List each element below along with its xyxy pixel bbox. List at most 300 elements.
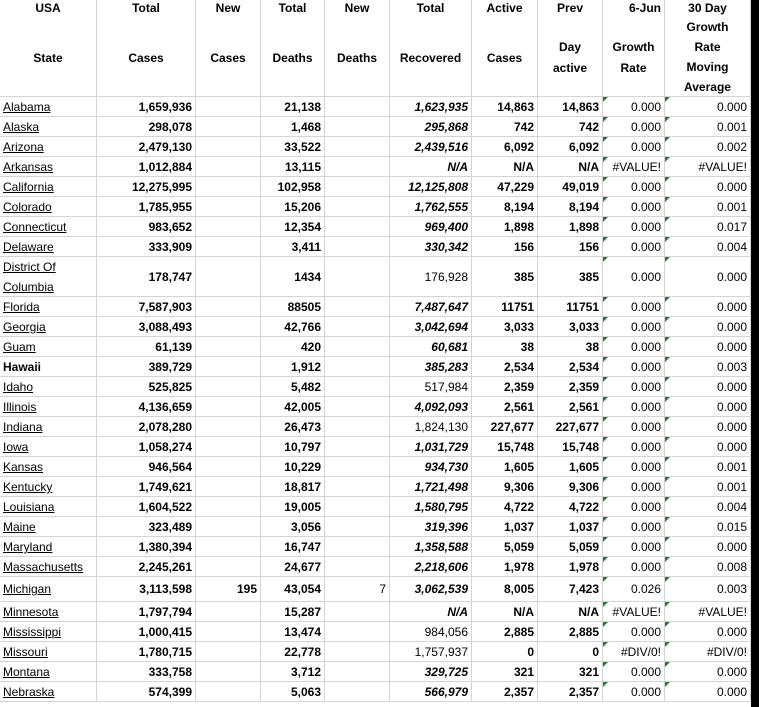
cell-active[interactable]: 38 xyxy=(472,337,538,357)
cell-total-deaths[interactable]: 24,677 xyxy=(261,557,325,577)
cell-avg[interactable]: 0.000 xyxy=(665,97,751,117)
cell-new-cases[interactable] xyxy=(196,357,261,377)
cell-new-deaths[interactable] xyxy=(325,437,390,457)
cell-total-cases[interactable]: 12,275,995 xyxy=(97,177,196,197)
cell-avg[interactable]: 0.000 xyxy=(665,437,751,457)
cell-active[interactable]: 1,037 xyxy=(472,517,538,537)
cell-total-deaths[interactable]: 12,354 xyxy=(261,217,325,237)
cell-recovered[interactable]: 1,721,498 xyxy=(390,477,472,497)
cell-total-deaths[interactable]: 19,005 xyxy=(261,497,325,517)
cell-recovered[interactable]: 319,396 xyxy=(390,517,472,537)
cell-avg[interactable]: #VALUE! xyxy=(665,602,751,622)
cell-avg[interactable]: 0.000 xyxy=(665,537,751,557)
cell-avg[interactable]: 0.000 xyxy=(665,337,751,357)
cell-new-deaths[interactable] xyxy=(325,517,390,537)
cell-growth[interactable]: 0.000 xyxy=(603,257,665,297)
cell-total-cases[interactable]: 2,479,130 xyxy=(97,137,196,157)
cell-active[interactable]: 0 xyxy=(472,642,538,662)
cell-avg[interactable]: 0.001 xyxy=(665,117,751,137)
cell-avg[interactable]: 0.001 xyxy=(665,457,751,477)
cell-growth[interactable]: 0.000 xyxy=(603,537,665,557)
cell-active[interactable]: 1,605 xyxy=(472,457,538,477)
state-name-cell[interactable]: Montana xyxy=(0,662,97,682)
cell-recovered[interactable]: 1,623,935 xyxy=(390,97,472,117)
cell-new-cases[interactable] xyxy=(196,177,261,197)
cell-new-cases[interactable] xyxy=(196,217,261,237)
cell-new-cases[interactable] xyxy=(196,457,261,477)
cell-prev-active[interactable]: 1,037 xyxy=(538,517,603,537)
cell-total-deaths[interactable]: 10,229 xyxy=(261,457,325,477)
col-usa-header[interactable] xyxy=(0,0,97,97)
cell-total-deaths[interactable]: 1,912 xyxy=(261,357,325,377)
cell-avg[interactable]: 0.000 xyxy=(665,377,751,397)
cell-active[interactable]: 3,033 xyxy=(472,317,538,337)
cell-growth[interactable]: 0.000 xyxy=(603,357,665,377)
cell-total-cases[interactable]: 4,136,659 xyxy=(97,397,196,417)
cell-total-cases[interactable]: 61,139 xyxy=(97,337,196,357)
cell-recovered[interactable]: 1,580,795 xyxy=(390,497,472,517)
cell-recovered[interactable]: 60,681 xyxy=(390,337,472,357)
state-name-cell[interactable]: Florida xyxy=(0,297,97,317)
cell-total-deaths[interactable]: 33,522 xyxy=(261,137,325,157)
cell-total-deaths[interactable]: 88505 xyxy=(261,297,325,317)
cell-new-cases[interactable]: 195 xyxy=(196,577,261,602)
cell-growth[interactable]: 0.000 xyxy=(603,377,665,397)
cell-avg[interactable]: 0.004 xyxy=(665,237,751,257)
cell-active[interactable]: 11751 xyxy=(472,297,538,317)
cell-avg[interactable]: 0.000 xyxy=(665,257,751,297)
cell-total-cases[interactable]: 178,747 xyxy=(97,257,196,297)
cell-prev-active[interactable]: 2,885 xyxy=(538,622,603,642)
cell-prev-active[interactable]: 2,357 xyxy=(538,682,603,702)
cell-new-cases[interactable] xyxy=(196,602,261,622)
cell-new-deaths[interactable] xyxy=(325,662,390,682)
cell-total-deaths[interactable]: 42,005 xyxy=(261,397,325,417)
state-name-cell[interactable]: Maryland xyxy=(0,537,97,557)
cell-total-deaths[interactable]: 3,411 xyxy=(261,237,325,257)
cell-recovered[interactable]: 329,725 xyxy=(390,662,472,682)
cell-growth[interactable]: 0.000 xyxy=(603,317,665,337)
state-name-cell[interactable]: Iowa xyxy=(0,437,97,457)
cell-new-deaths[interactable] xyxy=(325,317,390,337)
col-new-deaths-header[interactable] xyxy=(325,0,390,97)
cell-recovered[interactable]: 12,125,808 xyxy=(390,177,472,197)
cell-total-deaths[interactable]: 10,797 xyxy=(261,437,325,457)
cell-growth[interactable]: 0.000 xyxy=(603,117,665,137)
cell-new-cases[interactable] xyxy=(196,157,261,177)
cell-prev-active[interactable]: 15,748 xyxy=(538,437,603,457)
cell-new-deaths[interactable] xyxy=(325,682,390,702)
state-name-cell[interactable]: Missouri xyxy=(0,642,97,662)
cell-total-cases[interactable]: 1,058,274 xyxy=(97,437,196,457)
cell-active[interactable]: 8,005 xyxy=(472,577,538,602)
cell-new-cases[interactable] xyxy=(196,497,261,517)
cell-growth[interactable]: #VALUE! xyxy=(603,157,665,177)
cell-new-deaths[interactable] xyxy=(325,177,390,197)
cell-new-cases[interactable] xyxy=(196,437,261,457)
cell-avg[interactable]: 0.000 xyxy=(665,622,751,642)
cell-total-deaths[interactable]: 3,712 xyxy=(261,662,325,682)
cell-prev-active[interactable]: 6,092 xyxy=(538,137,603,157)
cell-total-cases[interactable]: 946,564 xyxy=(97,457,196,477)
cell-new-cases[interactable] xyxy=(196,317,261,337)
cell-total-deaths[interactable]: 13,115 xyxy=(261,157,325,177)
cell-active[interactable]: 47,229 xyxy=(472,177,538,197)
cell-new-deaths[interactable] xyxy=(325,497,390,517)
cell-new-cases[interactable] xyxy=(196,662,261,682)
cell-new-cases[interactable] xyxy=(196,642,261,662)
col-active-cases-header[interactable] xyxy=(472,0,538,97)
cell-prev-active[interactable]: 2,534 xyxy=(538,357,603,377)
cell-new-cases[interactable] xyxy=(196,517,261,537)
cell-total-cases[interactable]: 1,604,522 xyxy=(97,497,196,517)
cell-prev-active[interactable]: 1,978 xyxy=(538,557,603,577)
cell-new-deaths[interactable] xyxy=(325,257,390,297)
state-name-cell[interactable]: Nebraska xyxy=(0,682,97,702)
cell-new-cases[interactable] xyxy=(196,417,261,437)
cell-prev-active[interactable]: 1,605 xyxy=(538,457,603,477)
cell-new-deaths[interactable] xyxy=(325,157,390,177)
col-30day-avg-header[interactable] xyxy=(665,0,751,97)
cell-active[interactable]: 2,885 xyxy=(472,622,538,642)
col-total-cases-header[interactable] xyxy=(97,0,196,97)
cell-new-deaths[interactable] xyxy=(325,137,390,157)
state-name-cell[interactable]: Minnesota xyxy=(0,602,97,622)
cell-growth[interactable]: 0.000 xyxy=(603,297,665,317)
cell-total-deaths[interactable]: 5,482 xyxy=(261,377,325,397)
cell-new-cases[interactable] xyxy=(196,237,261,257)
cell-total-cases[interactable]: 983,652 xyxy=(97,217,196,237)
cell-recovered[interactable]: 176,928 xyxy=(390,257,472,297)
cell-total-cases[interactable]: 7,587,903 xyxy=(97,297,196,317)
cell-new-cases[interactable] xyxy=(196,197,261,217)
cell-total-cases[interactable]: 323,489 xyxy=(97,517,196,537)
cell-total-deaths[interactable]: 1434 xyxy=(261,257,325,297)
cell-avg[interactable]: 0.001 xyxy=(665,197,751,217)
cell-new-cases[interactable] xyxy=(196,97,261,117)
cell-new-deaths[interactable] xyxy=(325,417,390,437)
cell-total-cases[interactable]: 1,785,955 xyxy=(97,197,196,217)
cell-growth[interactable]: #VALUE! xyxy=(603,602,665,622)
cell-active[interactable]: 156 xyxy=(472,237,538,257)
cell-prev-active[interactable]: 385 xyxy=(538,257,603,297)
cell-active[interactable]: 2,534 xyxy=(472,357,538,377)
cell-active[interactable]: 1,898 xyxy=(472,217,538,237)
state-name-cell[interactable] xyxy=(0,257,97,297)
cell-new-cases[interactable] xyxy=(196,137,261,157)
state-name-cell[interactable]: Connecticut xyxy=(0,217,97,237)
cell-new-deaths[interactable] xyxy=(325,477,390,497)
cell-active[interactable]: 15,748 xyxy=(472,437,538,457)
cell-recovered[interactable]: 295,868 xyxy=(390,117,472,137)
cell-total-cases[interactable]: 2,078,280 xyxy=(97,417,196,437)
cell-new-cases[interactable] xyxy=(196,377,261,397)
state-name-cell[interactable]: Arkansas xyxy=(0,157,97,177)
cell-new-deaths[interactable] xyxy=(325,377,390,397)
cell-growth[interactable]: 0.000 xyxy=(603,417,665,437)
cell-avg[interactable]: 0.000 xyxy=(665,682,751,702)
cell-total-cases[interactable]: 1,780,715 xyxy=(97,642,196,662)
cell-recovered[interactable]: 1,757,937 xyxy=(390,642,472,662)
cell-recovered[interactable]: 3,062,539 xyxy=(390,577,472,602)
state-name-cell[interactable]: Alaska xyxy=(0,117,97,137)
cell-avg[interactable]: 0.000 xyxy=(665,177,751,197)
col-new-cases-header[interactable] xyxy=(196,0,261,97)
cell-new-cases[interactable] xyxy=(196,337,261,357)
state-name-cell[interactable]: Mississippi xyxy=(0,622,97,642)
cell-growth[interactable]: 0.000 xyxy=(603,97,665,117)
cell-growth[interactable]: 0.000 xyxy=(603,337,665,357)
cell-active[interactable]: N/A xyxy=(472,602,538,622)
cell-active[interactable]: 2,359 xyxy=(472,377,538,397)
cell-prev-active[interactable]: 5,059 xyxy=(538,537,603,557)
state-name-cell[interactable]: Indiana xyxy=(0,417,97,437)
cell-total-deaths[interactable]: 15,287 xyxy=(261,602,325,622)
cell-total-deaths[interactable]: 26,473 xyxy=(261,417,325,437)
cell-active[interactable]: 5,059 xyxy=(472,537,538,557)
cell-prev-active[interactable]: 2,561 xyxy=(538,397,603,417)
cell-prev-active[interactable]: 7,423 xyxy=(538,577,603,602)
cell-growth[interactable]: 0.000 xyxy=(603,557,665,577)
cell-total-deaths[interactable]: 102,958 xyxy=(261,177,325,197)
cell-growth[interactable]: 0.000 xyxy=(603,437,665,457)
cell-active[interactable]: 742 xyxy=(472,117,538,137)
cell-recovered[interactable]: N/A xyxy=(390,602,472,622)
cell-avg[interactable]: 0.000 xyxy=(665,397,751,417)
state-name-cell[interactable]: Georgia xyxy=(0,317,97,337)
cell-total-deaths[interactable]: 16,747 xyxy=(261,537,325,557)
cell-total-deaths[interactable]: 5,063 xyxy=(261,682,325,702)
cell-recovered[interactable]: 1,824,130 xyxy=(390,417,472,437)
cell-prev-active[interactable]: 3,033 xyxy=(538,317,603,337)
cell-growth[interactable]: #DIV/0! xyxy=(603,642,665,662)
cell-new-cases[interactable] xyxy=(196,397,261,417)
cell-growth[interactable]: 0.000 xyxy=(603,477,665,497)
cell-active[interactable]: N/A xyxy=(472,157,538,177)
cell-active[interactable]: 2,357 xyxy=(472,682,538,702)
cell-new-deaths[interactable] xyxy=(325,217,390,237)
cell-growth[interactable]: 0.000 xyxy=(603,622,665,642)
cell-avg[interactable]: 0.003 xyxy=(665,357,751,377)
cell-new-deaths[interactable] xyxy=(325,237,390,257)
col-prev-day-active-header[interactable] xyxy=(538,0,603,97)
cell-avg[interactable]: 0.015 xyxy=(665,517,751,537)
cell-new-deaths[interactable] xyxy=(325,397,390,417)
cell-new-deaths[interactable] xyxy=(325,457,390,477)
cell-recovered[interactable]: 566,979 xyxy=(390,682,472,702)
cell-avg[interactable]: #VALUE! xyxy=(665,157,751,177)
col-total-deaths-header[interactable] xyxy=(261,0,325,97)
cell-recovered[interactable]: 3,042,694 xyxy=(390,317,472,337)
cell-new-cases[interactable] xyxy=(196,537,261,557)
cell-total-deaths[interactable]: 42,766 xyxy=(261,317,325,337)
state-name-cell[interactable]: Michigan xyxy=(0,577,97,602)
cell-new-deaths[interactable] xyxy=(325,97,390,117)
cell-recovered[interactable]: 4,092,093 xyxy=(390,397,472,417)
cell-active[interactable]: 227,677 xyxy=(472,417,538,437)
cell-avg[interactable]: 0.017 xyxy=(665,217,751,237)
cell-prev-active[interactable]: N/A xyxy=(538,602,603,622)
cell-total-cases[interactable]: 333,909 xyxy=(97,237,196,257)
cell-total-cases[interactable]: 3,113,598 xyxy=(97,577,196,602)
cell-growth[interactable]: 0.000 xyxy=(603,682,665,702)
col-total-recovered-header[interactable] xyxy=(390,0,472,97)
cell-new-deaths[interactable] xyxy=(325,117,390,137)
cell-growth[interactable]: 0.000 xyxy=(603,217,665,237)
cell-active[interactable]: 4,722 xyxy=(472,497,538,517)
cell-prev-active[interactable]: 8,194 xyxy=(538,197,603,217)
cell-recovered[interactable]: N/A xyxy=(390,157,472,177)
cell-active[interactable]: 8,194 xyxy=(472,197,538,217)
cell-prev-active[interactable]: 4,722 xyxy=(538,497,603,517)
cell-total-cases[interactable]: 1,000,415 xyxy=(97,622,196,642)
cell-avg[interactable]: #DIV/0! xyxy=(665,642,751,662)
state-name-cell[interactable]: Maine xyxy=(0,517,97,537)
cell-growth[interactable]: 0.000 xyxy=(603,662,665,682)
cell-avg[interactable]: 0.001 xyxy=(665,477,751,497)
cell-growth[interactable]: 0.000 xyxy=(603,457,665,477)
state-name-cell[interactable]: Delaware xyxy=(0,237,97,257)
cell-growth[interactable]: 0.000 xyxy=(603,137,665,157)
state-name-cell[interactable]: Colorado xyxy=(0,197,97,217)
cell-active[interactable]: 6,092 xyxy=(472,137,538,157)
cell-new-cases[interactable] xyxy=(196,557,261,577)
cell-new-deaths[interactable]: 7 xyxy=(325,577,390,602)
cell-new-deaths[interactable] xyxy=(325,197,390,217)
cell-new-deaths[interactable] xyxy=(325,537,390,557)
cell-growth[interactable]: 0.000 xyxy=(603,517,665,537)
state-name-cell[interactable]: Alabama xyxy=(0,97,97,117)
cell-growth[interactable]: 0.000 xyxy=(603,197,665,217)
cell-active[interactable]: 321 xyxy=(472,662,538,682)
state-name-cell[interactable]: Kansas xyxy=(0,457,97,477)
cell-growth[interactable]: 0.026 xyxy=(603,577,665,602)
cell-new-deaths[interactable] xyxy=(325,602,390,622)
state-name-cell[interactable]: California xyxy=(0,177,97,197)
cell-new-deaths[interactable] xyxy=(325,357,390,377)
state-name-cell[interactable]: Kentucky xyxy=(0,477,97,497)
state-name-cell[interactable]: Hawaii xyxy=(0,357,97,377)
cell-recovered[interactable]: 330,342 xyxy=(390,237,472,257)
cell-recovered[interactable]: 7,487,647 xyxy=(390,297,472,317)
cell-prev-active[interactable]: 156 xyxy=(538,237,603,257)
cell-total-cases[interactable]: 389,729 xyxy=(97,357,196,377)
cell-active[interactable]: 2,561 xyxy=(472,397,538,417)
cell-total-deaths[interactable]: 18,817 xyxy=(261,477,325,497)
cell-total-cases[interactable]: 1,012,884 xyxy=(97,157,196,177)
cell-total-deaths[interactable]: 3,056 xyxy=(261,517,325,537)
cell-recovered[interactable]: 385,283 xyxy=(390,357,472,377)
cell-total-cases[interactable]: 333,758 xyxy=(97,662,196,682)
cell-recovered[interactable]: 969,400 xyxy=(390,217,472,237)
cell-total-cases[interactable]: 2,245,261 xyxy=(97,557,196,577)
cell-new-cases[interactable] xyxy=(196,297,261,317)
state-name-cell[interactable]: Arizona xyxy=(0,137,97,157)
cell-total-deaths[interactable]: 420 xyxy=(261,337,325,357)
cell-avg[interactable]: 0.000 xyxy=(665,317,751,337)
cell-new-cases[interactable] xyxy=(196,682,261,702)
state-name-cell[interactable]: Illinois xyxy=(0,397,97,417)
cell-recovered[interactable]: 984,056 xyxy=(390,622,472,642)
cell-total-cases[interactable]: 1,380,394 xyxy=(97,537,196,557)
cell-total-deaths[interactable]: 22,778 xyxy=(261,642,325,662)
cell-avg[interactable]: 0.003 xyxy=(665,577,751,602)
cell-total-deaths[interactable]: 43,054 xyxy=(261,577,325,602)
cell-new-deaths[interactable] xyxy=(325,557,390,577)
cell-total-deaths[interactable]: 15,206 xyxy=(261,197,325,217)
cell-total-cases[interactable]: 298,078 xyxy=(97,117,196,137)
cell-total-cases[interactable]: 1,749,621 xyxy=(97,477,196,497)
cell-prev-active[interactable]: N/A xyxy=(538,157,603,177)
cell-prev-active[interactable]: 38 xyxy=(538,337,603,357)
cell-avg[interactable]: 0.000 xyxy=(665,662,751,682)
cell-new-cases[interactable] xyxy=(196,622,261,642)
cell-total-deaths[interactable]: 1,468 xyxy=(261,117,325,137)
state-name-cell[interactable]: Louisiana xyxy=(0,497,97,517)
cell-prev-active[interactable]: 9,306 xyxy=(538,477,603,497)
cell-avg[interactable]: 0.000 xyxy=(665,417,751,437)
cell-growth[interactable]: 0.000 xyxy=(603,237,665,257)
cell-new-cases[interactable] xyxy=(196,477,261,497)
cell-new-deaths[interactable] xyxy=(325,642,390,662)
cell-avg[interactable]: 0.000 xyxy=(665,297,751,317)
cell-active[interactable]: 9,306 xyxy=(472,477,538,497)
cell-prev-active[interactable]: 2,359 xyxy=(538,377,603,397)
state-name-cell[interactable]: Massachusetts xyxy=(0,557,97,577)
cell-new-cases[interactable] xyxy=(196,257,261,297)
cell-recovered[interactable]: 1,358,588 xyxy=(390,537,472,557)
cell-prev-active[interactable]: 227,677 xyxy=(538,417,603,437)
cell-recovered[interactable]: 934,730 xyxy=(390,457,472,477)
cell-recovered[interactable]: 2,439,516 xyxy=(390,137,472,157)
cell-prev-active[interactable]: 0 xyxy=(538,642,603,662)
cell-total-deaths[interactable]: 13,474 xyxy=(261,622,325,642)
cell-total-cases[interactable]: 574,399 xyxy=(97,682,196,702)
cell-growth[interactable]: 0.000 xyxy=(603,497,665,517)
cell-avg[interactable]: 0.008 xyxy=(665,557,751,577)
cell-prev-active[interactable]: 14,863 xyxy=(538,97,603,117)
cell-active[interactable]: 1,978 xyxy=(472,557,538,577)
state-name-cell[interactable]: Guam xyxy=(0,337,97,357)
cell-recovered[interactable]: 1,762,555 xyxy=(390,197,472,217)
cell-active[interactable]: 14,863 xyxy=(472,97,538,117)
cell-new-cases[interactable] xyxy=(196,117,261,137)
cell-prev-active[interactable]: 742 xyxy=(538,117,603,137)
cell-recovered[interactable]: 517,984 xyxy=(390,377,472,397)
cell-total-cases[interactable]: 525,825 xyxy=(97,377,196,397)
state-name-cell[interactable]: Idaho xyxy=(0,377,97,397)
cell-new-deaths[interactable] xyxy=(325,297,390,317)
cell-avg[interactable]: 0.002 xyxy=(665,137,751,157)
cell-recovered[interactable]: 1,031,729 xyxy=(390,437,472,457)
cell-prev-active[interactable]: 321 xyxy=(538,662,603,682)
cell-prev-active[interactable]: 11751 xyxy=(538,297,603,317)
cell-avg[interactable]: 0.004 xyxy=(665,497,751,517)
cell-new-deaths[interactable] xyxy=(325,337,390,357)
cell-total-cases[interactable]: 1,659,936 xyxy=(97,97,196,117)
col-growth-rate-header[interactable] xyxy=(603,0,665,97)
cell-prev-active[interactable]: 1,898 xyxy=(538,217,603,237)
cell-growth[interactable]: 0.000 xyxy=(603,397,665,417)
cell-growth[interactable]: 0.000 xyxy=(603,177,665,197)
cell-total-deaths[interactable]: 21,138 xyxy=(261,97,325,117)
cell-prev-active[interactable]: 49,019 xyxy=(538,177,603,197)
cell-total-cases[interactable]: 3,088,493 xyxy=(97,317,196,337)
cell-total-cases[interactable]: 1,797,794 xyxy=(97,602,196,622)
cell-new-deaths[interactable] xyxy=(325,622,390,642)
cell-active[interactable]: 385 xyxy=(472,257,538,297)
cell-recovered[interactable]: 2,218,606 xyxy=(390,557,472,577)
